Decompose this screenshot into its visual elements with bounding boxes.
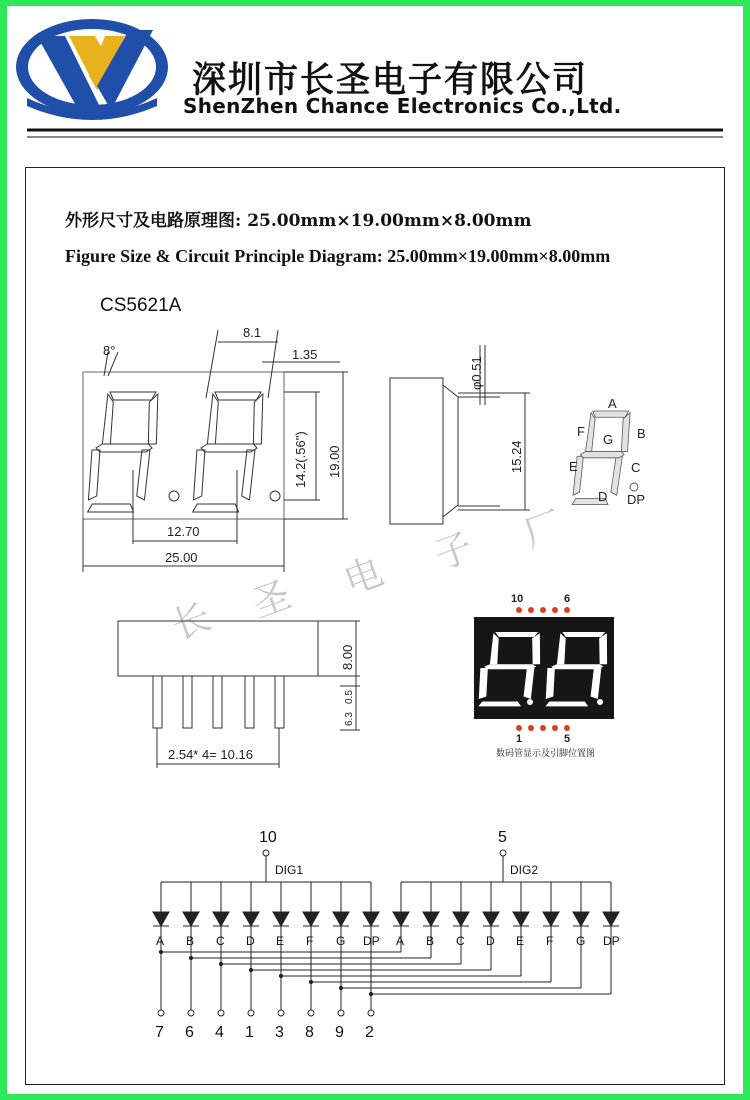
pin-terminal	[158, 1010, 164, 1016]
pinout-caption: 数码管显示及引脚位置图	[496, 748, 596, 758]
segment-pin-label: 8	[305, 1024, 314, 1041]
segment-label: C	[456, 934, 465, 948]
led-diode	[333, 912, 349, 926]
led-diode	[243, 912, 259, 926]
led-diode	[183, 912, 199, 926]
digit-terminal	[500, 850, 506, 856]
digit-height-label: 14.2(.56")	[293, 431, 308, 488]
digit-pitch-label: 12.70	[167, 524, 200, 539]
segment-pin-label: 2	[365, 1024, 374, 1041]
led-diode	[543, 912, 559, 926]
segment-pin-label: 3	[275, 1024, 284, 1041]
pin-1-label: 1	[516, 733, 523, 745]
pin-5-label: 5	[564, 733, 571, 745]
pin-length-label: 6.3	[344, 712, 355, 726]
pin-diameter-label: φ0.51	[469, 356, 484, 390]
circuit-diagram	[153, 829, 620, 1041]
segment-label: G	[336, 934, 346, 948]
led-diode	[153, 912, 169, 926]
pin-10-label: 10	[511, 593, 524, 605]
tilt-label: 8°	[103, 343, 116, 358]
segment-label: F	[306, 934, 314, 948]
led-diode	[273, 912, 289, 926]
pin-terminal	[308, 1010, 314, 1016]
seg-label-a: A	[608, 396, 617, 411]
bottom-view	[118, 621, 360, 768]
watermark-char: 圣	[246, 573, 297, 627]
led-diode	[393, 912, 409, 926]
segment-label: D	[486, 934, 495, 948]
seg-label-e: E	[569, 459, 578, 474]
led-diode	[453, 912, 469, 926]
segment-label: DP	[603, 934, 620, 948]
front-view-labels	[103, 325, 342, 565]
segment-label: E	[276, 934, 285, 948]
segment-pin-label: 1	[245, 1024, 254, 1041]
segment-pin-label: 6	[185, 1024, 194, 1041]
pin-6-label: 6	[564, 593, 571, 605]
led-diode	[363, 912, 379, 926]
side-view	[390, 345, 530, 524]
model-number: CS5621A	[100, 295, 182, 316]
segment-legend	[569, 396, 646, 507]
led-diode	[603, 912, 619, 926]
pin-terminal	[338, 1010, 344, 1016]
seg-label-dp: DP	[627, 492, 646, 507]
segment-pin-label: 9	[335, 1024, 344, 1041]
dig2-label: DIG2	[510, 863, 539, 877]
standoff-label: 0.5	[344, 690, 355, 704]
seg-label-d: D	[598, 489, 608, 504]
watermark-char: 长	[166, 595, 217, 649]
segment-label: DP	[363, 934, 380, 948]
pin-terminal	[278, 1010, 284, 1016]
segment-label: B	[426, 934, 435, 948]
width-label: 25.00	[165, 550, 198, 565]
digit-terminal	[263, 850, 269, 856]
segment-label: E	[516, 934, 525, 948]
led-diode	[513, 912, 529, 926]
seg-width-label: 1.35	[292, 347, 318, 362]
pin-terminal	[188, 1010, 194, 1016]
height-label: 19.00	[327, 445, 342, 478]
led-diode	[573, 912, 589, 926]
pin-terminal	[218, 1010, 224, 1016]
led-diode	[423, 912, 439, 926]
front-view	[83, 330, 348, 572]
watermark-char: 厂	[518, 503, 569, 557]
led-diode	[483, 912, 499, 926]
seg-label-c: C	[631, 460, 641, 475]
dig1-label: DIG1	[275, 863, 304, 877]
watermark-char: 电	[338, 550, 389, 604]
title-cn: 外形尺寸及电路原理图: 25.00mm×19.00mm×8.00mm	[65, 211, 532, 231]
dig1-pin-label: 10	[259, 829, 277, 846]
pin-terminal	[368, 1010, 374, 1016]
company-name-cn: 深圳市长圣电子有限公司	[192, 59, 588, 102]
seg-label-g: G	[603, 432, 614, 447]
segment-label: C	[216, 934, 225, 948]
segment-label: F	[546, 934, 554, 948]
segment-pin-label: 4	[215, 1024, 224, 1041]
led-diode	[303, 912, 319, 926]
pin-terminal	[248, 1010, 254, 1016]
segment-label: D	[246, 934, 255, 948]
title-en: Figure Size & Circuit Principle Diagram: 25.00mm×19.00mm×8.00mm	[65, 246, 611, 266]
segment-label: G	[576, 934, 586, 948]
dig2-pin-label: 5	[498, 829, 507, 846]
company-name-en: ShenZhen Chance Electronics Co.,Ltd.	[183, 94, 622, 118]
pin-pitch-label: 2.54* 4= 10.16	[168, 747, 253, 762]
row-spacing-label: 15.24	[509, 440, 524, 473]
seg-label-f: F	[577, 424, 585, 439]
pinout-photo	[474, 593, 614, 758]
segment-label: A	[396, 934, 405, 948]
segment-pin-label: 7	[155, 1024, 164, 1041]
watermark-char: 子	[428, 525, 479, 579]
thickness-label: 8.00	[340, 644, 355, 670]
segment-label: A	[156, 934, 165, 948]
digit-pitch-top-label: 8.1	[243, 325, 262, 340]
seg-label-b: B	[637, 426, 646, 441]
segment-label: B	[186, 934, 195, 948]
led-diode	[213, 912, 229, 926]
